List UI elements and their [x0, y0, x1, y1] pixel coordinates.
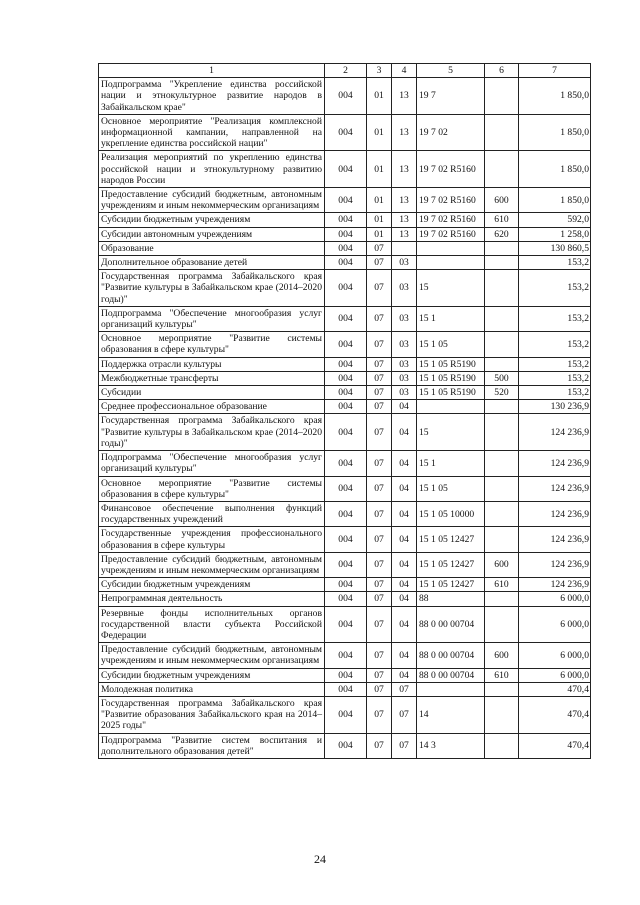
row-label: Государственная программа Забайкальского края "Развитие образования Забайкальского края на 2014–2025 годы": [99, 696, 325, 733]
code-admin: 004: [325, 78, 367, 115]
table-header-row: [99, 64, 591, 78]
amount: 153,2: [519, 270, 591, 307]
code-expense: [485, 306, 519, 331]
table-row: [99, 227, 591, 241]
code-expense: [485, 241, 519, 255]
code-expense: [485, 592, 519, 606]
table-row: [99, 668, 591, 682]
code-target: 15 1 05 12427: [417, 527, 485, 552]
code-section: 01: [367, 213, 392, 227]
code-admin: 004: [325, 733, 367, 758]
code-admin: 004: [325, 306, 367, 331]
code-section: 01: [367, 78, 392, 115]
code-target: [417, 241, 485, 255]
code-admin: 004: [325, 606, 367, 643]
table-row: [99, 241, 591, 255]
code-subsection: 04: [392, 414, 417, 451]
code-admin: 004: [325, 668, 367, 682]
code-section: 07: [367, 527, 392, 552]
amount: 6 000,0: [519, 606, 591, 643]
code-subsection: 04: [392, 552, 417, 577]
row-label: Предоставление субсидий бюджетным, автономным учреждениям и иным некоммерческим организациям: [99, 188, 325, 213]
code-target: 19 7 02 R5160: [417, 227, 485, 241]
code-expense: [485, 527, 519, 552]
row-label: Государственная программа Забайкальского края "Развитие культуры в Забайкальском крае (2014–2020 годы)": [99, 414, 325, 451]
row-label: Субсидии бюджетным учреждениям: [99, 668, 325, 682]
amount: 153,2: [519, 306, 591, 331]
row-label: Подпрограмма "Обеспечение многообразия услуг организаций культуры": [99, 451, 325, 476]
code-section: 07: [367, 733, 392, 758]
amount: 6 000,0: [519, 592, 591, 606]
table-row: [99, 151, 591, 188]
table-row: [99, 592, 591, 606]
code-subsection: [392, 241, 417, 255]
code-target: 15 1 05 R5190: [417, 371, 485, 385]
table-row: [99, 606, 591, 643]
code-admin: 004: [325, 682, 367, 696]
code-admin: 004: [325, 188, 367, 213]
row-label: Предоставление субсидий бюджетным, автономным учреждениям и иным некоммерческим организациям: [99, 552, 325, 577]
row-label: Субсидии автономным учреждениям: [99, 227, 325, 241]
table-row: [99, 733, 591, 758]
code-expense: 600: [485, 643, 519, 668]
table-row: [99, 213, 591, 227]
code-target: 15: [417, 414, 485, 451]
code-subsection: 04: [392, 476, 417, 501]
code-target: 19 7: [417, 78, 485, 115]
code-admin: 004: [325, 414, 367, 451]
code-section: 07: [367, 668, 392, 682]
code-subsection: 04: [392, 643, 417, 668]
table-row: [99, 357, 591, 371]
code-section: 07: [367, 241, 392, 255]
code-target: [417, 256, 485, 270]
code-admin: 004: [325, 241, 367, 255]
column-header-2: 2: [325, 64, 367, 78]
code-expense: [485, 414, 519, 451]
amount: 470,4: [519, 733, 591, 758]
code-subsection: 13: [392, 78, 417, 115]
row-label: Основное мероприятие "Реализация комплексной информационной кампании, направленной на укрепление единства российской нации": [99, 114, 325, 151]
code-target: 88 0 00 00704: [417, 668, 485, 682]
code-expense: [485, 733, 519, 758]
table-row: [99, 371, 591, 385]
code-expense: 610: [485, 578, 519, 592]
code-subsection: 04: [392, 501, 417, 526]
code-target: 19 7 02 R5160: [417, 188, 485, 213]
amount: 124 236,9: [519, 578, 591, 592]
code-expense: 610: [485, 668, 519, 682]
amount: 1 850,0: [519, 78, 591, 115]
code-section: 01: [367, 188, 392, 213]
code-admin: 004: [325, 578, 367, 592]
column-header-4: 4: [392, 64, 417, 78]
code-target: 88 0 00 00704: [417, 643, 485, 668]
code-expense: 620: [485, 227, 519, 241]
code-subsection: 04: [392, 606, 417, 643]
code-subsection: 13: [392, 213, 417, 227]
code-admin: 004: [325, 270, 367, 307]
code-admin: 004: [325, 213, 367, 227]
code-expense: [485, 476, 519, 501]
code-section: 07: [367, 476, 392, 501]
code-subsection: 03: [392, 306, 417, 331]
code-section: 01: [367, 227, 392, 241]
column-header-1: 1: [99, 64, 325, 78]
code-admin: 004: [325, 476, 367, 501]
column-header-3: 3: [367, 64, 392, 78]
code-expense: [485, 606, 519, 643]
row-label: Субсидии бюджетным учреждениям: [99, 213, 325, 227]
code-expense: [485, 270, 519, 307]
amount: 124 236,9: [519, 414, 591, 451]
code-admin: 004: [325, 371, 367, 385]
code-section: 07: [367, 414, 392, 451]
code-subsection: 03: [392, 256, 417, 270]
code-section: 07: [367, 270, 392, 307]
row-label: Субсидии бюджетным учреждениям: [99, 578, 325, 592]
code-subsection: 07: [392, 733, 417, 758]
code-section: 07: [367, 501, 392, 526]
code-subsection: 13: [392, 151, 417, 188]
code-section: 07: [367, 371, 392, 385]
code-target: 14 3: [417, 733, 485, 758]
code-admin: 004: [325, 227, 367, 241]
code-admin: 004: [325, 501, 367, 526]
code-subsection: 04: [392, 451, 417, 476]
table-row: [99, 527, 591, 552]
code-expense: [485, 114, 519, 151]
row-label: Основное мероприятие "Развитие системы образования в сфере культуры": [99, 332, 325, 357]
row-label: Государственная программа Забайкальского края "Развитие культуры в Забайкальском крае (2014–2020 годы)": [99, 270, 325, 307]
amount: 130 236,9: [519, 400, 591, 414]
code-expense: [485, 696, 519, 733]
row-label: Основное мероприятие "Развитие системы образования в сфере культуры": [99, 476, 325, 501]
code-admin: 004: [325, 696, 367, 733]
code-expense: 520: [485, 386, 519, 400]
amount: 124 236,9: [519, 451, 591, 476]
code-subsection: 07: [392, 682, 417, 696]
code-section: 01: [367, 151, 392, 188]
code-section: 07: [367, 592, 392, 606]
row-label: Субсидии: [99, 386, 325, 400]
code-subsection: 04: [392, 592, 417, 606]
amount: 470,4: [519, 682, 591, 696]
table-row: [99, 552, 591, 577]
code-section: 07: [367, 357, 392, 371]
code-section: 07: [367, 552, 392, 577]
code-expense: [485, 78, 519, 115]
row-label: Реализация мероприятий по укреплению единства российской нации и этнокультурному развитию народов России: [99, 151, 325, 188]
code-subsection: 03: [392, 332, 417, 357]
row-label: Среднее профессиональное образование: [99, 400, 325, 414]
code-subsection: 07: [392, 696, 417, 733]
amount: 130 860,5: [519, 241, 591, 255]
amount: 153,2: [519, 256, 591, 270]
code-section: 07: [367, 256, 392, 270]
amount: 124 236,9: [519, 552, 591, 577]
table-row: [99, 476, 591, 501]
table-body: [99, 78, 591, 759]
code-admin: 004: [325, 552, 367, 577]
code-target: [417, 400, 485, 414]
amount: 592,0: [519, 213, 591, 227]
code-target: 15 1 05 R5190: [417, 386, 485, 400]
code-target: 15 1 05 12427: [417, 578, 485, 592]
code-subsection: 03: [392, 371, 417, 385]
row-label: Финансовое обеспечение выполнения функций государственных учреждений: [99, 501, 325, 526]
table-row: [99, 306, 591, 331]
row-label: Поддержка отрасли культуры: [99, 357, 325, 371]
code-target: 15 1 05: [417, 476, 485, 501]
code-subsection: 13: [392, 188, 417, 213]
code-target: 19 7 02 R5160: [417, 151, 485, 188]
row-label: Дополнительное образование детей: [99, 256, 325, 270]
code-expense: 600: [485, 188, 519, 213]
code-admin: 004: [325, 386, 367, 400]
row-label: Предоставление субсидий бюджетным, автономным учреждениям и иным некоммерческим организациям: [99, 643, 325, 668]
code-subsection: 04: [392, 578, 417, 592]
code-admin: 004: [325, 256, 367, 270]
row-label: Резервные фонды исполнительных органов государственной власти субъекта Российской Федерации: [99, 606, 325, 643]
row-label: Образование: [99, 241, 325, 255]
table-row: [99, 78, 591, 115]
code-admin: 004: [325, 114, 367, 151]
code-section: 07: [367, 400, 392, 414]
table-row: [99, 256, 591, 270]
row-label: Государственные учреждения профессионального образования в сфере культуры: [99, 527, 325, 552]
code-section: 07: [367, 578, 392, 592]
table-row: [99, 386, 591, 400]
amount: 153,2: [519, 371, 591, 385]
table-row: [99, 414, 591, 451]
code-section: 07: [367, 606, 392, 643]
code-section: 07: [367, 386, 392, 400]
row-label: Подпрограмма "Обеспечение многообразия услуг организаций культуры": [99, 306, 325, 331]
code-subsection: 13: [392, 114, 417, 151]
code-subsection: 04: [392, 527, 417, 552]
column-header-5: 5: [417, 64, 485, 78]
code-target: 88: [417, 592, 485, 606]
code-section: 07: [367, 332, 392, 357]
code-section: 07: [367, 643, 392, 668]
code-subsection: 03: [392, 386, 417, 400]
code-admin: 004: [325, 400, 367, 414]
code-target: 19 7 02 R5160: [417, 213, 485, 227]
amount: 470,4: [519, 696, 591, 733]
amount: 1 850,0: [519, 188, 591, 213]
table-row: [99, 188, 591, 213]
code-subsection: 04: [392, 400, 417, 414]
code-expense: [485, 332, 519, 357]
table-row: [99, 451, 591, 476]
amount: 153,2: [519, 332, 591, 357]
table-row: [99, 578, 591, 592]
code-expense: [485, 256, 519, 270]
table-row: [99, 696, 591, 733]
table-row: [99, 501, 591, 526]
code-expense: 600: [485, 552, 519, 577]
page-number: 24: [314, 852, 326, 866]
code-subsection: 03: [392, 270, 417, 307]
code-subsection: 04: [392, 668, 417, 682]
row-label: Молодежная политика: [99, 682, 325, 696]
code-admin: 004: [325, 451, 367, 476]
amount: 153,2: [519, 386, 591, 400]
code-target: 15 1 05 12427: [417, 552, 485, 577]
amount: 1 850,0: [519, 114, 591, 151]
code-target: 15 1: [417, 306, 485, 331]
code-target: 15 1 05 10000: [417, 501, 485, 526]
code-expense: [485, 357, 519, 371]
code-admin: 004: [325, 332, 367, 357]
row-label: Межбюджетные трансферты: [99, 371, 325, 385]
code-section: 07: [367, 682, 392, 696]
amount: 1 850,0: [519, 151, 591, 188]
code-admin: 004: [325, 357, 367, 371]
row-label: Подпрограмма "Развитие систем воспитания и дополнительного образования детей": [99, 733, 325, 758]
code-target: 15 1: [417, 451, 485, 476]
code-target: 15: [417, 270, 485, 307]
code-expense: [485, 151, 519, 188]
column-header-7: 7: [519, 64, 591, 78]
budget-table: [98, 63, 591, 759]
code-admin: 004: [325, 527, 367, 552]
amount: 124 236,9: [519, 501, 591, 526]
code-target: 15 1 05 R5190: [417, 357, 485, 371]
code-expense: [485, 400, 519, 414]
code-section: 07: [367, 451, 392, 476]
table-row: [99, 114, 591, 151]
row-label: Подпрограмма "Укрепление единства российской нации и этнокультурное развитие народов в Забайкальском крае": [99, 78, 325, 115]
table-row: [99, 682, 591, 696]
code-expense: [485, 682, 519, 696]
table-row: [99, 643, 591, 668]
table-row: [99, 400, 591, 414]
amount: 124 236,9: [519, 527, 591, 552]
code-target: [417, 682, 485, 696]
code-section: 07: [367, 696, 392, 733]
column-header-6: 6: [485, 64, 519, 78]
amount: 6 000,0: [519, 643, 591, 668]
code-target: 14: [417, 696, 485, 733]
amount: 153,2: [519, 357, 591, 371]
code-target: 19 7 02: [417, 114, 485, 151]
code-section: 07: [367, 306, 392, 331]
code-expense: 500: [485, 371, 519, 385]
code-expense: [485, 501, 519, 526]
code-subsection: 13: [392, 227, 417, 241]
code-admin: 004: [325, 151, 367, 188]
code-target: 88 0 00 00704: [417, 606, 485, 643]
row-label: Непрограммная деятельность: [99, 592, 325, 606]
code-section: 01: [367, 114, 392, 151]
amount: 6 000,0: [519, 668, 591, 682]
code-subsection: 03: [392, 357, 417, 371]
code-expense: [485, 451, 519, 476]
code-admin: 004: [325, 592, 367, 606]
amount: 124 236,9: [519, 476, 591, 501]
code-target: 15 1 05: [417, 332, 485, 357]
table-row: [99, 332, 591, 357]
table-row: [99, 270, 591, 307]
code-expense: 610: [485, 213, 519, 227]
code-admin: 004: [325, 643, 367, 668]
amount: 1 258,0: [519, 227, 591, 241]
